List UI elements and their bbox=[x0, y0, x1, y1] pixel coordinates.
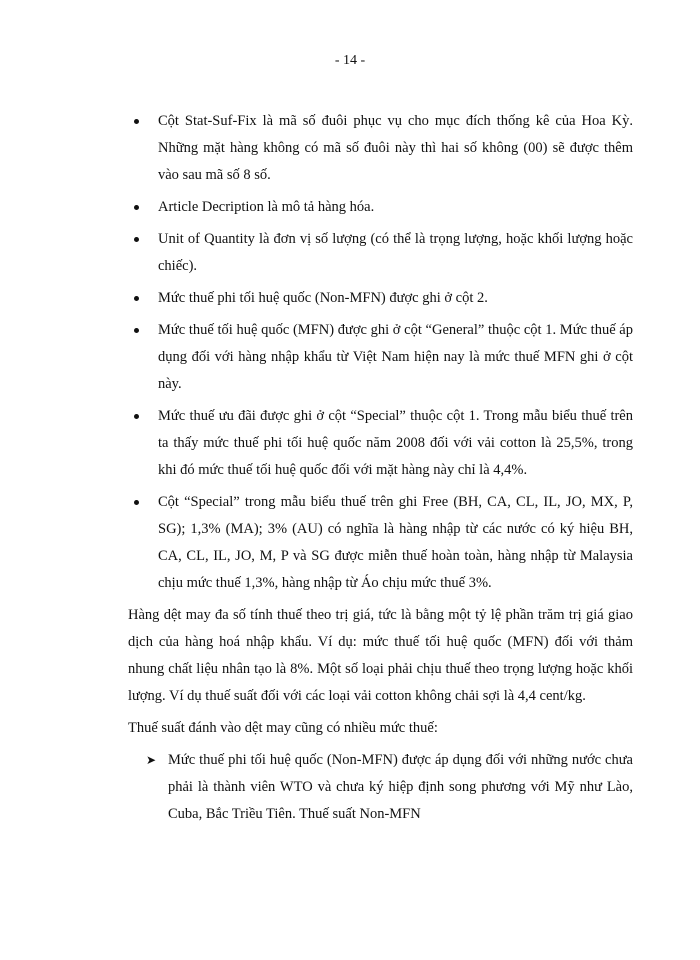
list-item-text: Cột Stat-Suf-Fix là mã số đuôi phục vụ cho mục đích thống kê của Hoa Kỳ. Những mặt hàng không có mã số đuôi này thì hai số không (00) sẽ được thêm vào sau mã số 8 số. bbox=[158, 113, 633, 183]
paragraph-tax-levels: Thuế suất đánh vào dệt may cũng có nhiều mức thuế: bbox=[128, 720, 438, 736]
list-item bbox=[128, 489, 633, 597]
arrow-list bbox=[128, 747, 633, 828]
list-item bbox=[128, 747, 633, 828]
list-item bbox=[128, 108, 633, 189]
arrow-bullet-icon: ➤ bbox=[146, 753, 157, 767]
list-item-text: Unit of Quantity là đơn vị số lượng (có thể là trọng lượng, hoặc khối lượng hoặc chiếc). bbox=[158, 231, 633, 274]
page-number: - 14 - bbox=[334, 53, 366, 68]
list-item-text: Mức thuế ưu đãi được ghi ở cột “Special” thuộc cột 1. Trong mẫu biểu thuế trên ta thấy mức thuế phi tối huệ quốc năm 2008 đối với vải cotton là 25,5%, trong khi đó mức thuế tối huệ quốc đối với mặt hàng này chỉ là 4,4%. bbox=[158, 408, 633, 478]
list-item-text: Article Decription là mô tả hàng hóa. bbox=[158, 199, 375, 215]
list-item bbox=[128, 226, 633, 280]
list-item bbox=[128, 403, 633, 484]
list-item bbox=[128, 317, 633, 398]
bullet-icon bbox=[134, 414, 139, 419]
bullet-icon bbox=[134, 119, 139, 124]
list-item bbox=[128, 285, 633, 312]
bullet-icon bbox=[134, 237, 139, 242]
document-body bbox=[128, 108, 633, 828]
bullet-icon bbox=[134, 328, 139, 333]
list-item-text: Mức thuế phi tối huệ quốc (Non-MFN) được áp dụng đối với những nước chưa phải là thành viên WTO và chưa ký hiệp định song phương với Mỹ như Lào, Cuba, Bắc Triều Tiên. Thuế suất Non-MFN bbox=[168, 752, 633, 822]
paragraph-valuation: Hàng dệt may đa số tính thuế theo trị giá, tức là bằng một tỷ lệ phần trăm trị giá giao dịch của hàng hoá nhập khẩu. Ví dụ: mức thuế tối huệ quốc (MFN) đối với thảm nhung chất liệu nhân tạo là 8%. Một số loại phải chịu thuế theo trọng lượng hoặc khối lượng. Ví dụ thuế suất đối với các loại vải cotton không chải sợi là 4,4 cent/kg. bbox=[128, 607, 633, 704]
list-item bbox=[128, 194, 633, 221]
list-item-text: Mức thuế tối huệ quốc (MFN) được ghi ở cột “General” thuộc cột 1. Mức thuế áp dụng đối với hàng nhập khẩu từ Việt Nam hiện nay là mức thuế MFN ghi ở cột này. bbox=[158, 322, 633, 392]
bullet-list bbox=[128, 108, 633, 597]
bullet-icon bbox=[134, 205, 139, 210]
bullet-icon bbox=[134, 296, 139, 301]
list-item-text: Mức thuế phi tối huệ quốc (Non-MFN) được ghi ở cột 2. bbox=[158, 290, 488, 306]
bullet-icon bbox=[134, 500, 139, 505]
list-item-text: Cột “Special” trong mẫu biểu thuế trên ghi Free (BH, CA, CL, IL, JO, MX, P, SG); 1,3% (MA); 3% (AU) có nghĩa là hàng nhập từ các nước có ký hiệu BH, CA, CL, IL, JO, M, P và SG được miễn thuế hoàn toàn, hàng nhập từ Malaysia chịu mức thuế 1,3%, hàng nhập từ Áo chịu mức thuế 3%. bbox=[158, 494, 633, 591]
